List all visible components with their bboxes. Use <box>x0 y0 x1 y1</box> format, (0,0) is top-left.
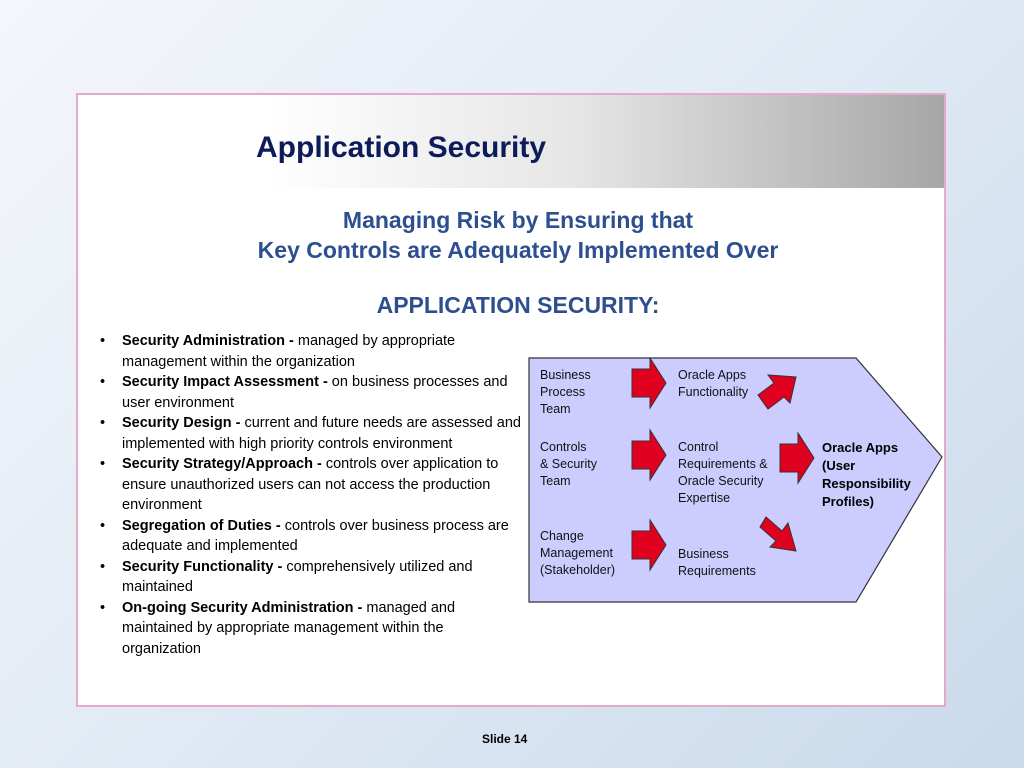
title-band <box>116 95 946 188</box>
bullet-term: Security Impact Assessment - <box>122 374 332 390</box>
bullet-term: Security Design - <box>122 415 245 431</box>
bullet-list <box>98 331 522 659</box>
bullet-term: Segregation of Duties - <box>122 517 285 534</box>
bullet-text: managed and maintained by appropriate management within the organization <box>122 599 456 657</box>
left-box-controls-security: Controls & Security Team <box>540 440 597 488</box>
middle-box-business-requirements: Business Requirements <box>678 547 756 578</box>
bullet-term: On-going Security Administration - <box>122 599 367 616</box>
bullet-item <box>122 413 522 454</box>
slide-number: Slide 14 <box>482 732 528 746</box>
left-box-change-management: Change Management (Stakeholder) <box>540 529 616 577</box>
subtitle-line-1: Managing Risk by Ensuring that <box>342 207 694 233</box>
section-heading: APPLICATION SECURITY: <box>376 292 660 318</box>
bullet-text: controls over application to ensure unauthorized users can not access the production environment <box>122 456 499 513</box>
bullet-item <box>122 598 522 660</box>
bullet-term: Security Strategy/Approach - <box>122 456 326 472</box>
process-diagram <box>528 357 946 607</box>
bullet-item <box>122 331 522 372</box>
slide <box>76 93 946 707</box>
bullet-text: comprehensively utilized and maintained <box>122 558 473 595</box>
bullet-term: Security Functionality - <box>122 558 287 575</box>
bullet-item <box>122 516 522 557</box>
outcome-label: Oracle Apps (User Responsibility Profiles) <box>822 440 911 509</box>
bullet-item <box>122 372 522 413</box>
bullet-item <box>122 557 522 598</box>
bullet-text: current and future needs are assessed and implemented with high priority controls environment <box>122 415 521 452</box>
page-title: Application Security <box>256 131 547 164</box>
bullet-term: Security Administration - <box>122 333 298 349</box>
subtitle-line-2: Key Controls are Adequately Implemented Over <box>257 237 779 263</box>
bullet-text: on business processes and user environment <box>122 374 508 411</box>
bullet-item <box>122 454 522 516</box>
left-box-business-process: Business Process Team <box>540 368 591 416</box>
bullet-text: controls over business process are adequate and implemented <box>122 517 509 554</box>
middle-box-oracle-functionality: Oracle Apps Functionality <box>678 368 749 399</box>
bullet-text: managed by appropriate management within the organization <box>122 333 456 370</box>
middle-box-control-requirements: Control Requirements & Oracle Security Expertise <box>678 440 768 505</box>
subtitle <box>78 205 946 265</box>
